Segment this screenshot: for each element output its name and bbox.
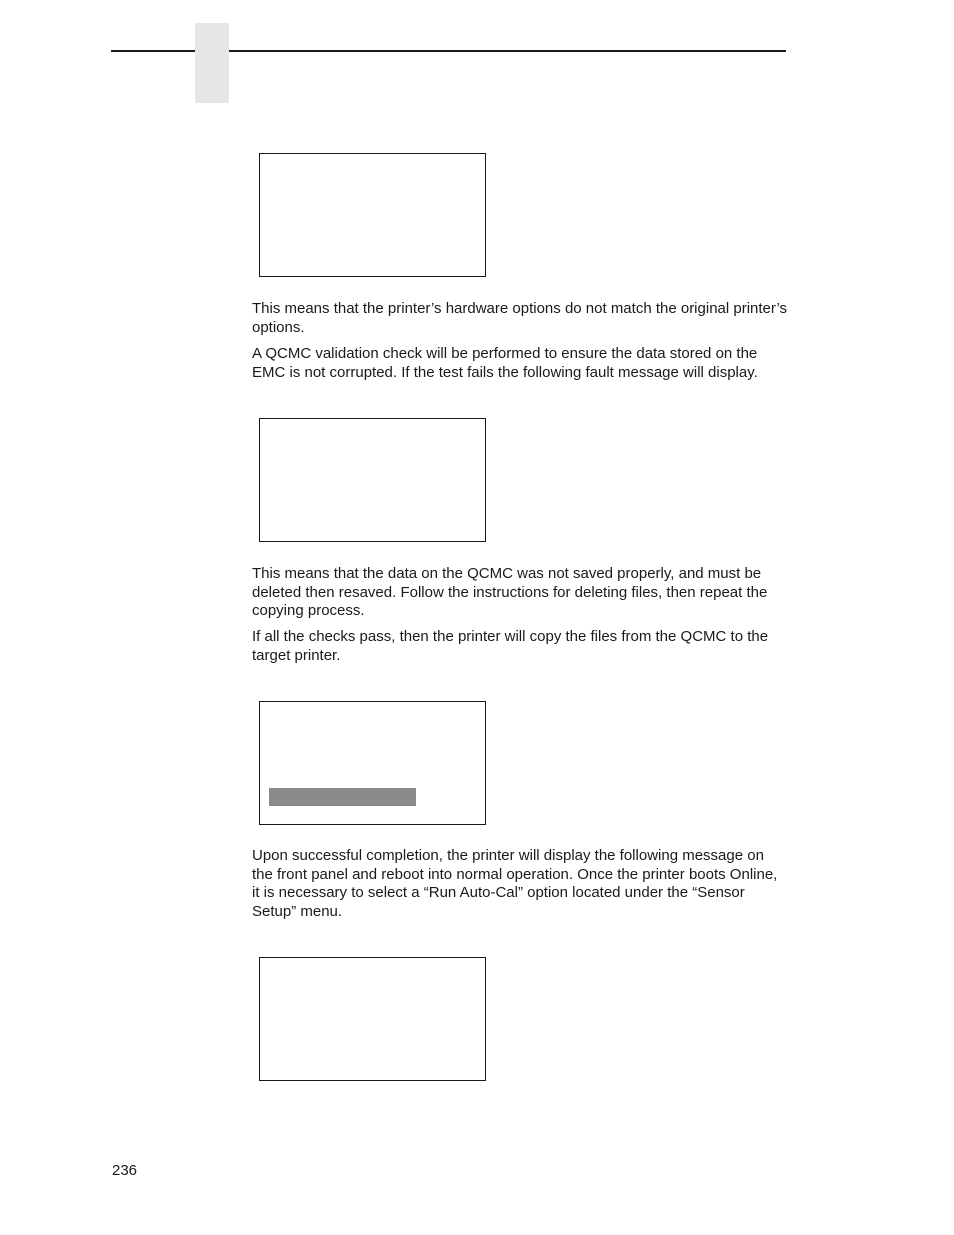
paragraph-successful-completion: Upon successful completion, the printer will display the following message on the front panel and reboot into normal operation. Once the printer boots Online, it is necessary to select a “Run Auto-Cal” option located under the “Sensor Setup” menu. — [252, 847, 778, 921]
display-message-box-1 — [259, 153, 486, 277]
display-message-box-2 — [259, 418, 486, 542]
display-message-box-3 — [259, 701, 486, 825]
page-number: 236 — [112, 1162, 138, 1179]
paragraph-checks-pass: If all the checks pass, then the printer will copy the files from the QCMC to the target printer. — [252, 628, 769, 664]
copy-progress-bar — [269, 788, 416, 806]
chapter-tab — [195, 23, 229, 103]
paragraph-hardware-mismatch: This means that the printer’s hardware options do not match the original printer’s options. — [252, 300, 788, 336]
display-message-box-4 — [259, 957, 486, 1081]
paragraph-qcmc-validation: A QCMC validation check will be performed to ensure the data stored on the EMC is not corrupted. If the test fails the following fault message will display. — [252, 345, 758, 381]
paragraph-data-not-saved: This means that the data on the QCMC was not saved properly, and must be deleted then resaved. Follow the instructions for deleting files, then repeat the copying process. — [252, 565, 768, 620]
